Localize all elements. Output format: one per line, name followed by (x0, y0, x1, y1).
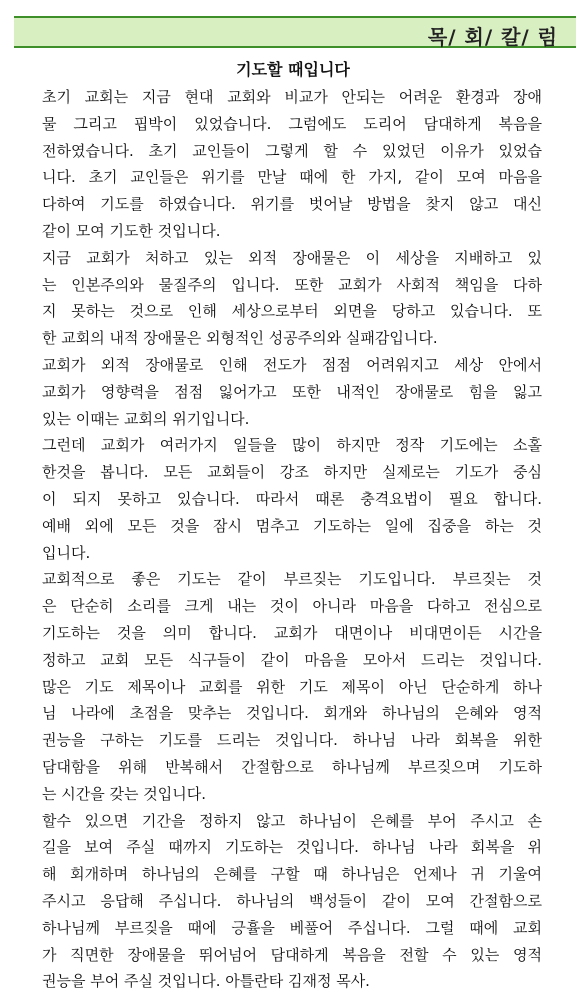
body-line: 님 나라에 초점을 맞추는 것입니다. 회개와 하나님의 은혜와 영적 (42, 704, 542, 723)
body-line: 하나님께 부르짖을 때에 긍휼을 베풀어 주십니다. 그럴 때에 교회 (42, 918, 542, 937)
body-line: 물 그리고 핍박이 있었습니다. 그럼에도 도리어 담대하게 복음을 (42, 114, 542, 133)
body-line: 길을 보여 주실 때까지 기도하는 것입니다. 하나님 나라 회복을 위 (42, 838, 542, 857)
body-line: 교회적으로 좋은 기도는 같이 부르짖는 기도입니다. 부르짖는 것 (42, 570, 542, 589)
article-title: 기도할 때입니다 (236, 60, 350, 79)
body-line: 는 시간을 갖는 것입니다. (42, 784, 206, 803)
body-line: 기도하는 것을 의미 합니다. 교회가 대면이나 비대면이든 시간을 (42, 623, 542, 642)
body-line: 많은 기도 제목이나 교회를 위한 기도 제목이 아닌 단순하게 하나 (42, 677, 542, 696)
body-line: 예배 외에 모든 것을 잠시 멈추고 기도하는 일에 집중을 하는 것 (42, 516, 542, 535)
body-line: 권능을 부어 주실 것입니다. 아틀란타 김재정 목사. (42, 972, 370, 991)
body-line: 이 되지 못하고 있습니다. 따라서 때론 충격요법이 필요 합니다. (42, 489, 542, 508)
body-line: 한 교회의 내적 장애물은 외형적인 성공주의와 실패감입니다. (42, 329, 438, 348)
body-line: 같이 모여 기도한 것입니다. (42, 221, 221, 240)
body-line: 할수 있으면 기간을 정하지 않고 하나님이 은혜를 부어 주시고 손 (42, 811, 542, 830)
body-line: 전하였습니다. 초기 교인들이 그렇게 할 수 있었던 이유가 있었습 (42, 141, 542, 160)
body-line: 해 회개하며 하나님의 은혜를 구할 때 하나님은 언제나 귀 기울여 (42, 865, 542, 884)
body-line: 은 단순히 소리를 크게 내는 것이 아니라 마음을 다하고 전심으로 (42, 597, 542, 616)
body-line: 는 인본주의와 물질주의 입니다. 또한 교회가 사회적 책임을 다하 (42, 275, 542, 294)
body-line: 있는 이때는 교회의 위기입니다. (42, 409, 250, 428)
column-header-band (14, 16, 576, 48)
body-line: 니다. 초기 교인들은 위기를 만날 때에 한 가지, 같이 모여 마음을 (42, 168, 542, 187)
body-line: 권능을 구하는 기도를 드리는 것입니다. 하나님 나라 회복을 위한 (42, 731, 542, 750)
body-line: 입니다. (42, 543, 91, 562)
body-line: 지 못하는 것으로 인해 세상으로부터 외면을 당하고 있습니다. 또 (42, 302, 542, 321)
body-line: 정하고 교회 모든 식구들이 같이 마음을 모아서 드리는 것입니다. (42, 650, 542, 669)
body-line: 주시고 응답해 주십니다. 하나님의 백성들이 같이 모여 간절함으로 (42, 891, 542, 910)
column-header-title: 목/ 회/ 칼/ 럼 (427, 25, 558, 49)
body-line: 가 직면한 장애물을 뛰어넘어 담대하게 복음을 전할 수 있는 영적 (42, 945, 542, 964)
body-line: 그런데 교회가 여러가지 일들을 많이 하지만 정작 기도에는 소홀 (42, 436, 542, 455)
body-line: 지금 교회가 처하고 있는 외적 장애물은 이 세상을 지배하고 있 (42, 248, 542, 267)
article-body (42, 84, 542, 995)
body-line: 다하여 기도를 하였습니다. 위기를 벗어날 방법을 찾지 않고 대신 (42, 195, 542, 214)
body-line: 교회가 외적 장애물로 인해 전도가 점점 어려워지고 세상 안에서 (42, 355, 542, 374)
body-line: 초기 교회는 지금 현대 교회와 비교가 안되는 어려운 환경과 장애 (42, 88, 542, 106)
body-line: 담대함을 위해 반복해서 간절함으로 하나님께 부르짖으며 기도하 (42, 757, 542, 776)
body-line: 한것을 봅니다. 모든 교회들이 강조 하지만 실제로는 기도가 중심 (42, 463, 542, 482)
body-line: 교회가 영향력을 점점 잃어가고 또한 내적인 장애물로 힘을 잃고 (42, 382, 542, 401)
